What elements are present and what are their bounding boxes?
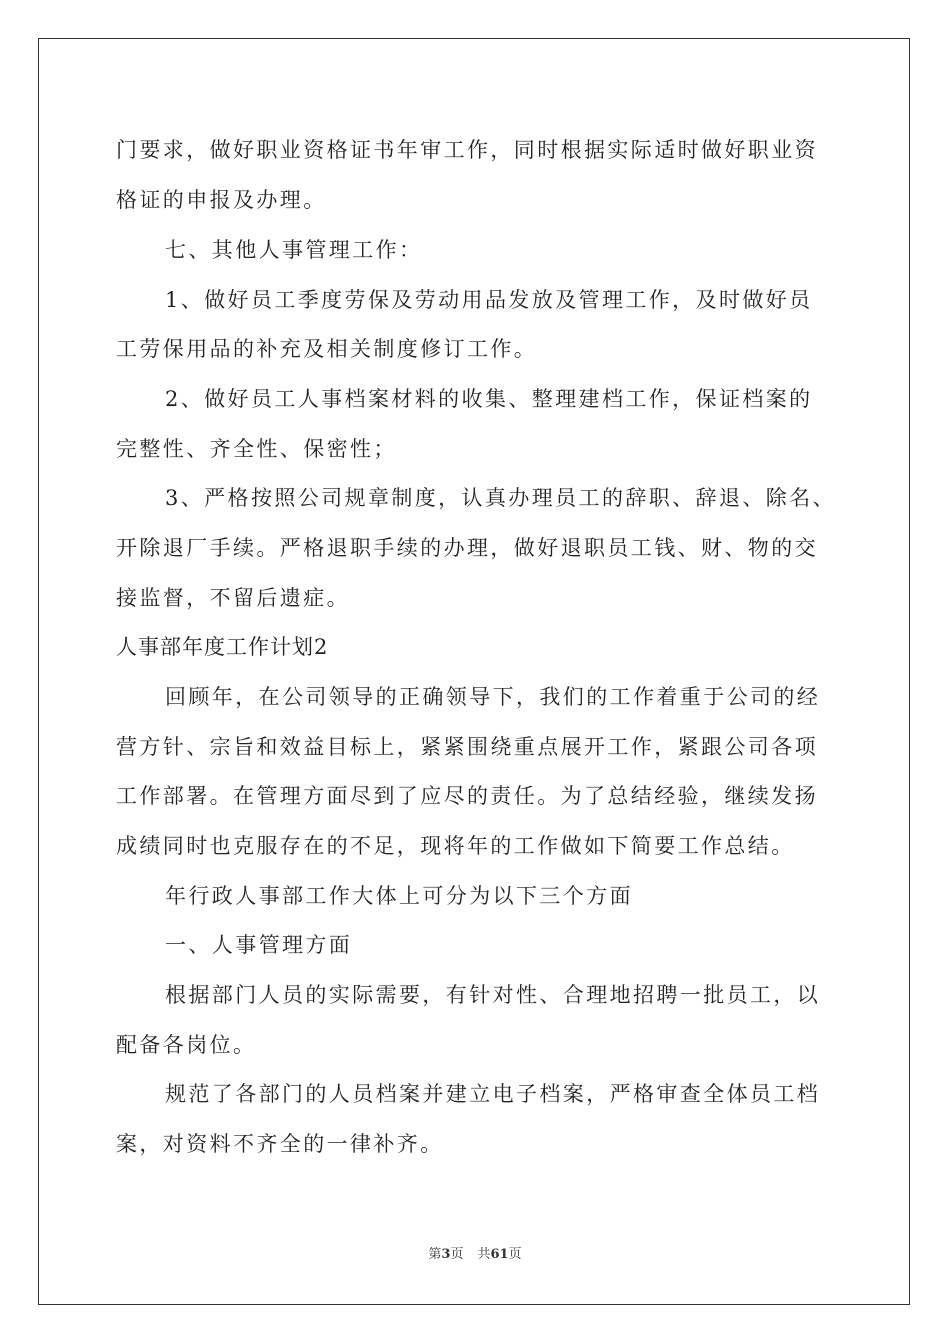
paragraph-line: 案，对资料不齐全的一律补齐。: [116, 1132, 444, 1156]
paragraph-line: 1、做好员工季度劳保及劳动用品发放及管理工作，及时做好员: [165, 288, 813, 312]
page-footer: [0, 1246, 950, 1264]
page-border: [38, 38, 910, 1305]
section-heading: 一、人事管理方面: [165, 933, 353, 957]
paragraph-line: 根据部门人员的实际需要，有针对性、合理地招聘一批员工，以: [165, 983, 821, 1007]
paragraph-line: 2、做好员工人事档案材料的收集、整理建档工作，保证档案的: [165, 387, 813, 411]
page-prefix: 第: [428, 1247, 442, 1262]
paragraph-line: 回顾年，在公司领导的正确领导下，我们的工作着重于公司的经: [165, 685, 821, 709]
paragraph-line: 3、严格按照公司规章制度，认真办理员工的辞职、辞退、除名、: [165, 486, 836, 510]
paragraph-line: 格证的申报及办理。: [116, 188, 327, 212]
paragraph-line: 配备各岗位。: [116, 1033, 257, 1057]
paragraph-line: 工作部署。在管理方面尽到了应尽的责任。为了总结经验，继续发扬: [116, 784, 818, 808]
section-heading: 七、其他人事管理工作：: [165, 238, 423, 262]
paragraph-line: 年行政人事部工作大体上可分为以下三个方面: [165, 884, 633, 908]
paragraph-line: 接监督，不留后遗症。: [116, 586, 350, 610]
paragraph-line: 营方针、宗旨和效益目标上，紧紧围绕重点展开工作，紧跟公司各项: [116, 735, 818, 759]
total-pages: 61: [490, 1247, 509, 1262]
paragraph-line: 完整性、齐全性、保密性；: [116, 437, 397, 461]
paragraph-line: 工劳保用品的补充及相关制度修订工作。: [116, 337, 538, 361]
page-number: 3: [441, 1247, 451, 1262]
total-suffix: 页: [508, 1247, 522, 1262]
paragraph-line: 成绩同时也克服存在的不足，现将年的工作做如下简要工作总结。: [116, 834, 795, 858]
document-title: 人事部年度工作计划2: [116, 635, 329, 659]
page-suffix: 页: [450, 1247, 464, 1262]
paragraph-line: 开除退厂手续。严格退职手续的办理，做好退职员工钱、财、物的交: [116, 536, 818, 560]
total-prefix: 共: [477, 1247, 491, 1262]
paragraph-line: 规范了各部门的人员档案并建立电子档案，严格审查全体员工档: [165, 1082, 821, 1106]
paragraph-line: 门要求，做好职业资格证书年审工作，同时根据实际适时做好职业资: [116, 138, 818, 162]
